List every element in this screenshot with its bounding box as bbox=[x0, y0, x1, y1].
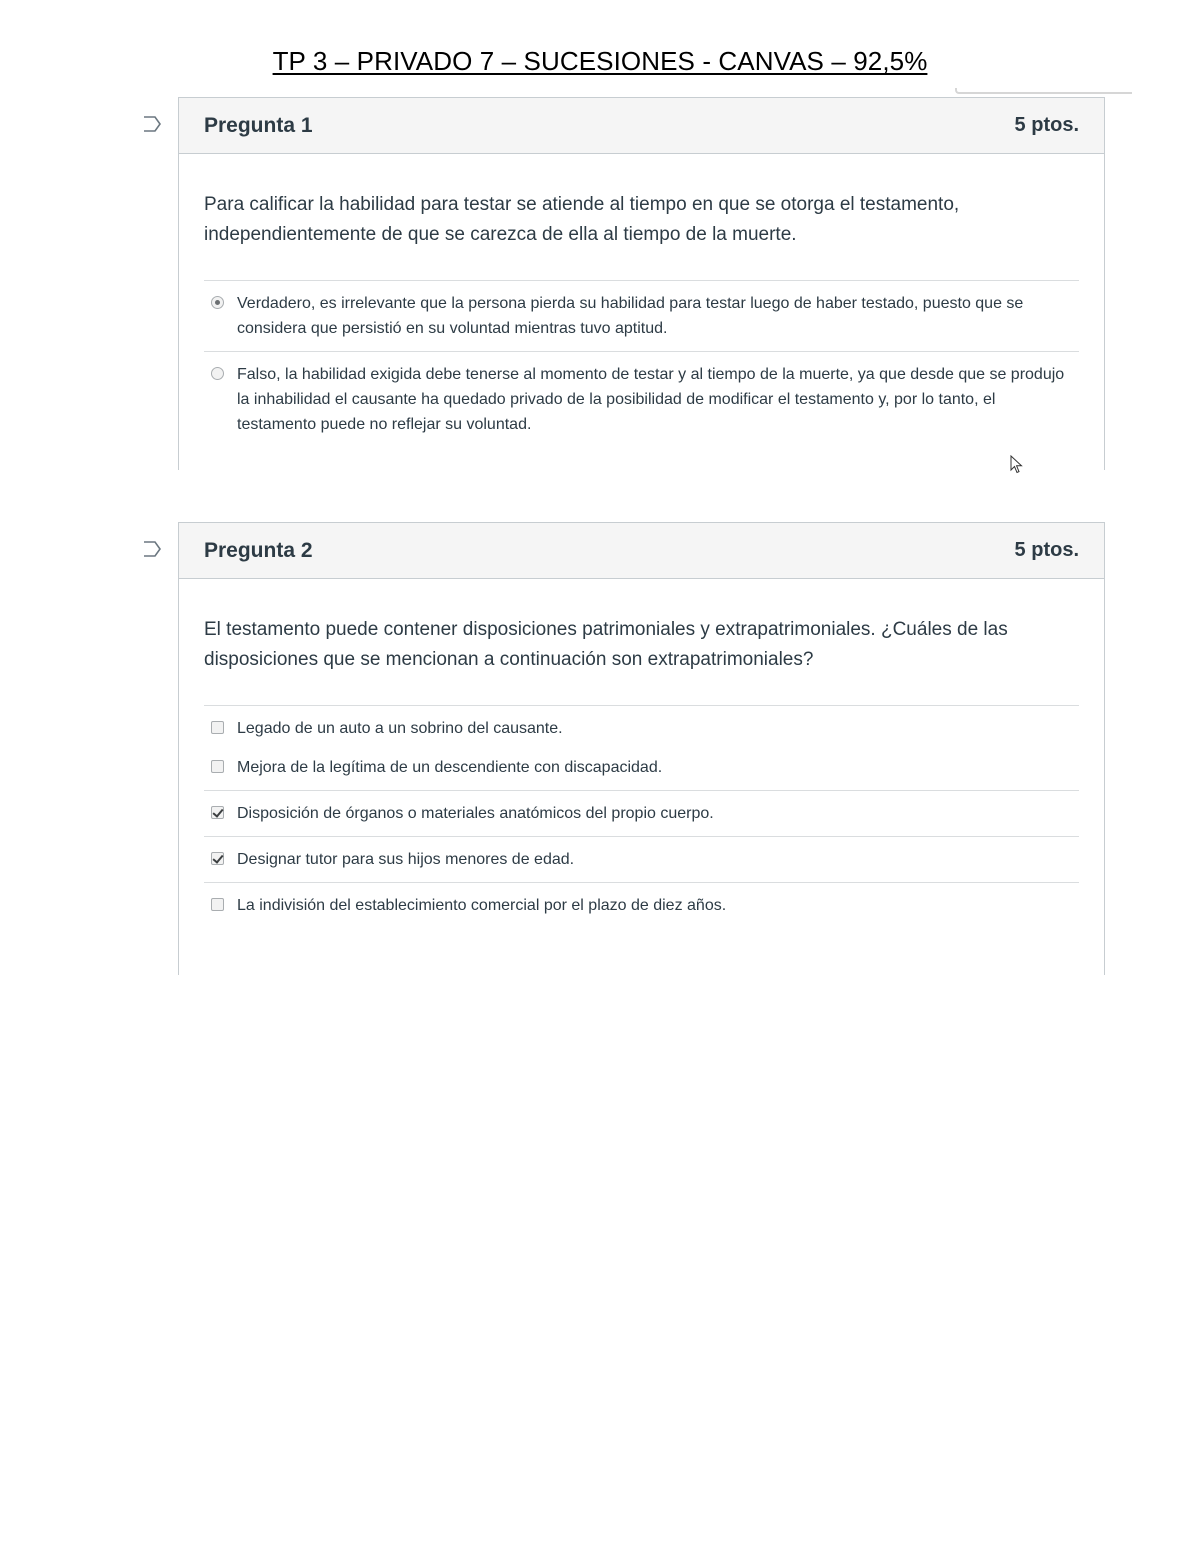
question-header bbox=[179, 98, 1104, 154]
answer-option[interactable] bbox=[204, 791, 1079, 837]
question-title: Pregunta 2 bbox=[204, 538, 313, 562]
question-title: Pregunta 1 bbox=[204, 113, 313, 137]
question-points: 5 ptos. bbox=[1014, 539, 1079, 561]
answer-label: Disposición de órganos o materiales anatómicos del propio cuerpo. bbox=[237, 805, 714, 822]
answer-label: La indivisión del establecimiento comercial por el plazo de diez años. bbox=[237, 897, 727, 914]
answer-list bbox=[204, 280, 1079, 447]
answer-option[interactable] bbox=[204, 352, 1079, 447]
answer-label: Designar tutor para sus hijos menores de edad. bbox=[237, 851, 575, 868]
answer-label: Verdadero, es irrelevante que la persona pierda su habilidad para testar luego de haber testado, puesto que se considera que persistió en su voluntad mientras tuvo aptitud. bbox=[237, 295, 1024, 337]
top-divider bbox=[955, 88, 1132, 94]
flag-question-icon[interactable] bbox=[143, 541, 161, 557]
checkbox[interactable] bbox=[211, 898, 224, 911]
checkbox[interactable] bbox=[211, 721, 224, 734]
question-text: Para calificar la habilidad para testar se atiende al tiempo en que se otorga el testamento, independientemente de que se carezca de ella al tiempo de la muerte. bbox=[204, 194, 960, 245]
answer-option[interactable] bbox=[204, 706, 1079, 745]
answer-label: Legado de un auto a un sobrino del causante. bbox=[237, 720, 563, 737]
question-points: 5 ptos. bbox=[1014, 114, 1079, 136]
answer-label: Mejora de la legítima de un descendiente con discapacidad. bbox=[237, 759, 663, 776]
answer-list bbox=[204, 705, 1079, 928]
answer-option[interactable] bbox=[204, 745, 1079, 791]
question-card-1 bbox=[178, 97, 1105, 470]
radio-button-selected[interactable] bbox=[211, 296, 224, 309]
checkbox-checked[interactable] bbox=[211, 806, 224, 819]
question-card-2 bbox=[178, 522, 1105, 975]
document-title: TP 3 – PRIVADO 7 – SUCESIONES - CANVAS – 92,5% bbox=[272, 46, 928, 76]
answer-label: Falso, la habilidad exigida debe tenerse al momento de testar y al tiempo de la muerte, ya que desde que se produjo la inhabilidad el causante ha quedado privado de la posibilidad de modificar el testamento y, por lo tanto, el testamento puede no reflejar su voluntad. bbox=[237, 366, 1065, 433]
answer-option[interactable] bbox=[204, 883, 1079, 928]
radio-button[interactable] bbox=[211, 367, 224, 380]
answer-option[interactable] bbox=[204, 837, 1079, 883]
answer-option[interactable] bbox=[204, 281, 1079, 352]
flag-question-icon[interactable] bbox=[143, 116, 161, 132]
question-header bbox=[179, 523, 1104, 579]
checkbox-checked[interactable] bbox=[211, 852, 224, 865]
question-text: El testamento puede contener disposiciones patrimoniales y extrapatrimoniales. ¿Cuáles de las disposiciones que se mencionan a continuación son extrapatrimoniales? bbox=[204, 619, 1008, 670]
checkbox[interactable] bbox=[211, 760, 224, 773]
mouse-pointer-icon bbox=[1010, 455, 1024, 475]
